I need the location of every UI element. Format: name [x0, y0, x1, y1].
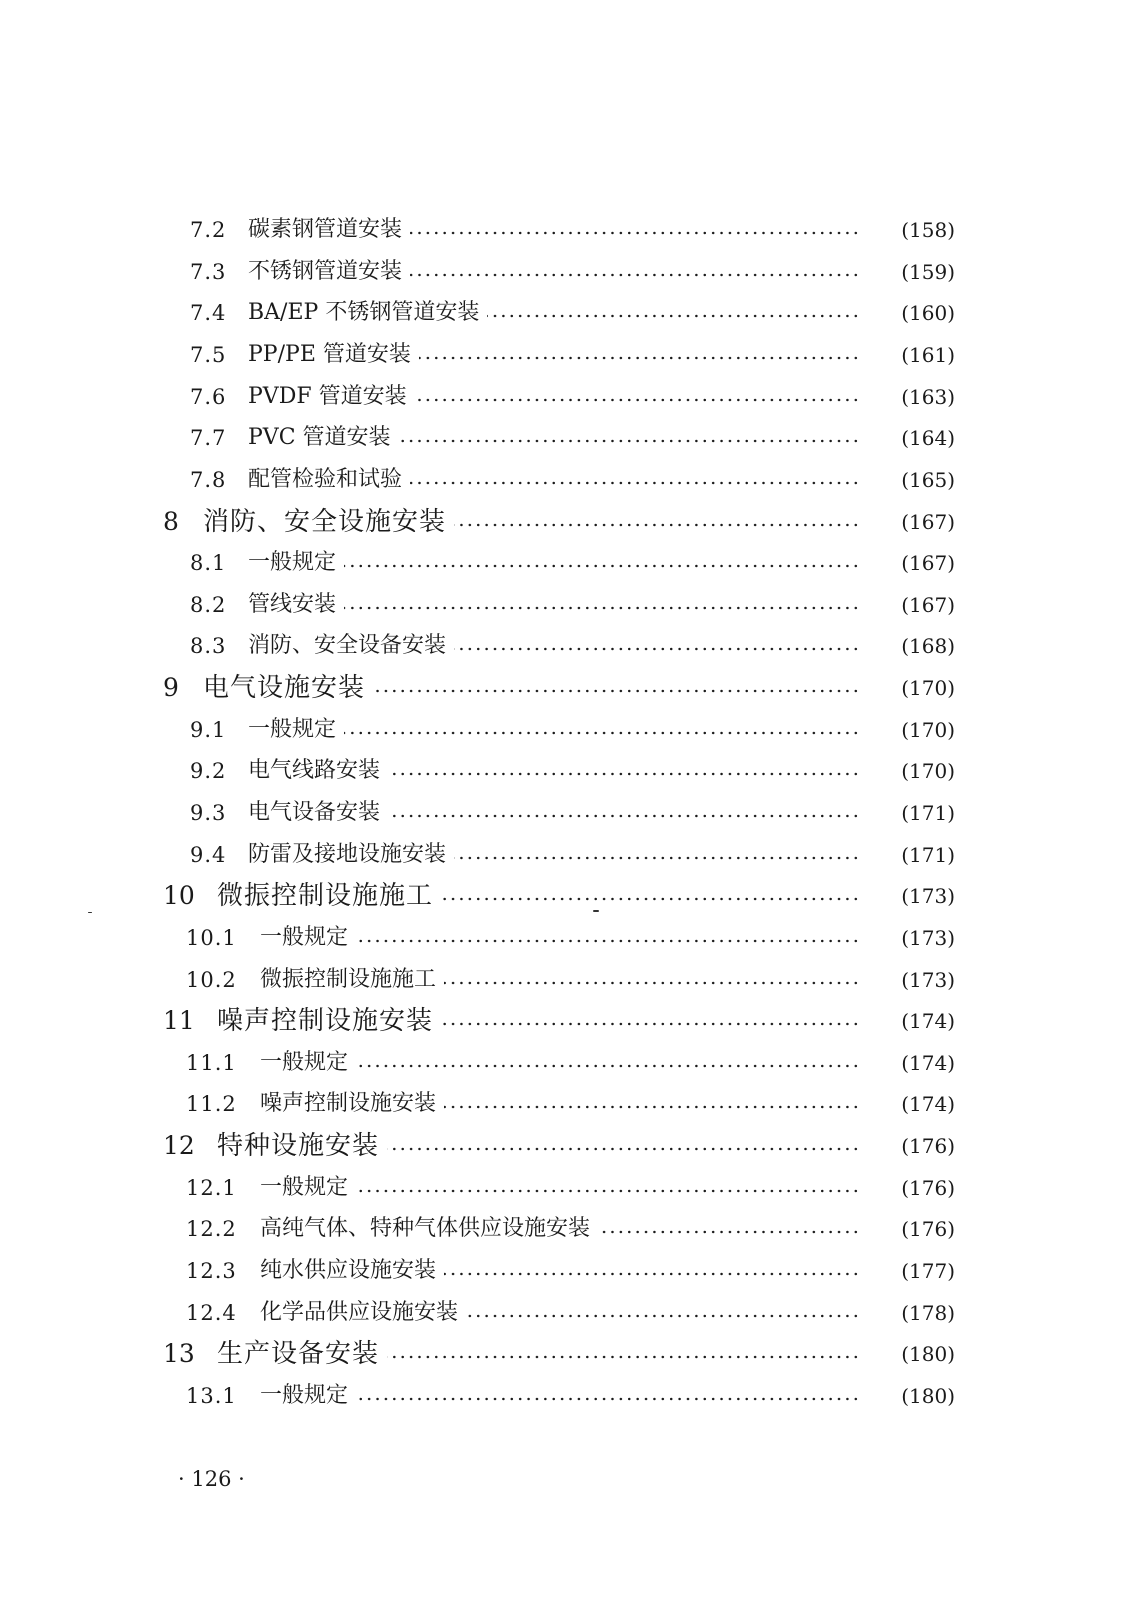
toc-entry-page: (176) — [901, 1175, 955, 1200]
toc-entry-page: (167) — [901, 509, 955, 534]
toc-entry-number: 7.4 — [190, 301, 227, 326]
toc-entry-title: 微振控制设施施工 — [260, 966, 437, 992]
toc-entry-number: 9.3 — [190, 801, 227, 825]
toc-entry-title: 化学品供应设施安装 — [260, 1299, 459, 1325]
dot-leader — [399, 420, 860, 456]
toc-entry-title: PVC 管道安装 — [248, 425, 391, 451]
toc-entry-title: 管线安装 — [248, 591, 337, 617]
dot-leader — [598, 1211, 860, 1247]
toc-entry-title: 电气设施安装 — [203, 673, 366, 703]
toc-entry — [0, 545, 1142, 581]
toc-entry-title: 不锈钢管道安装 — [248, 258, 403, 284]
dot-leader — [454, 628, 860, 664]
toc-entry-number: 8.1 — [190, 551, 227, 576]
toc-entry-number: 12.2 — [186, 1217, 237, 1242]
toc-entry-page: (173) — [901, 967, 955, 992]
toc-entry-page: (174) — [901, 1092, 955, 1117]
toc-entry-page: (170) — [901, 717, 955, 742]
toc-entry-number: 7.6 — [190, 384, 227, 409]
toc-entry-number: 7.8 — [190, 467, 227, 492]
toc-entry-number: 9.1 — [190, 717, 227, 742]
toc-entry — [0, 1003, 1142, 1039]
toc-entry-title: 碳素钢管道安装 — [248, 217, 403, 242]
dot-leader — [410, 212, 860, 248]
toc-entry-page: (173) — [901, 925, 955, 950]
toc-entry-title: 一般规定 — [260, 1049, 349, 1075]
page-number: · 126 · — [178, 1467, 245, 1491]
toc-entry-page: (176) — [901, 1134, 955, 1159]
toc-entry-title: 消防、安全设施安装 — [203, 506, 447, 537]
toc-entry — [0, 795, 1142, 831]
toc-entry-number: 11.2 — [186, 1092, 237, 1117]
toc-entry — [0, 420, 1142, 456]
toc-entry-page: (165) — [901, 467, 955, 492]
toc-entry-title: 一般规定 — [260, 924, 349, 950]
toc-entry-number: 9.4 — [190, 842, 227, 867]
toc-entry-number: 7.5 — [190, 342, 227, 367]
toc-entry-title: 电气设备安装 — [248, 800, 381, 825]
toc-entry-page: (173) — [901, 884, 955, 909]
toc-entry-title: 一般规定 — [260, 1382, 349, 1408]
toc-entry-page: (160) — [901, 301, 955, 326]
toc-entry-page: (178) — [901, 1300, 955, 1325]
scan-speck — [593, 910, 599, 912]
toc-entry-number: 7.3 — [190, 259, 227, 284]
toc-entry — [0, 379, 1142, 415]
toc-entry-page: (170) — [901, 759, 955, 784]
toc-entry-number: 8.2 — [190, 592, 227, 617]
toc-entry-page: (158) — [901, 218, 955, 242]
toc-entry-title: 高纯气体、特种气体供应设施安装 — [260, 1216, 591, 1242]
dot-leader — [344, 712, 860, 748]
toc-entry-page: (163) — [901, 384, 955, 409]
toc-entry-title: PP/PE 管道安装 — [248, 341, 411, 367]
toc-entry-title: 噪声控制设施安装 — [260, 1091, 437, 1117]
dot-leader — [454, 837, 860, 873]
toc-entry — [0, 920, 1142, 956]
toc-entry-number: 10.2 — [186, 967, 237, 992]
toc-entry-page: (159) — [901, 259, 955, 284]
dot-leader — [454, 504, 860, 540]
toc-entry-number: 7.2 — [190, 218, 227, 242]
dot-leader — [410, 254, 860, 290]
toc-entry-page: (167) — [901, 592, 955, 617]
toc-entry-title: 一般规定 — [260, 1174, 349, 1200]
toc-entry-page: (176) — [901, 1217, 955, 1242]
toc-entry — [0, 1170, 1142, 1206]
toc-entry-number: 13 — [163, 1339, 195, 1369]
dot-leader — [419, 337, 860, 373]
toc-entry — [0, 462, 1142, 498]
dot-leader — [441, 1003, 860, 1039]
toc-entry — [0, 1378, 1142, 1414]
toc-entry-page: (180) — [901, 1383, 955, 1408]
toc-entry — [0, 212, 1142, 248]
toc-entry-number: 8 — [163, 506, 179, 536]
toc-entry-title: 消防、安全设备安装 — [248, 633, 447, 659]
toc-entry-number: 12 — [163, 1131, 195, 1161]
toc-entry-page: (180) — [901, 1342, 955, 1367]
toc-entry-number: 11.1 — [186, 1050, 237, 1075]
toc-entry — [0, 712, 1142, 748]
dot-leader — [387, 1336, 860, 1372]
dot-leader — [373, 670, 860, 706]
toc-entry-number: 12.4 — [186, 1300, 237, 1325]
toc-entry — [0, 670, 1142, 706]
dot-leader — [388, 795, 860, 831]
toc-entry-title: 配管检验和试验 — [248, 466, 403, 492]
toc-entry-title: 电气线路安装 — [248, 758, 381, 784]
dot-leader — [415, 379, 860, 415]
dot-leader — [388, 753, 860, 789]
toc-entry — [0, 1045, 1142, 1081]
dot-leader — [387, 1128, 860, 1164]
toc-entry-title: PVDF 管道安装 — [248, 383, 407, 409]
scan-speck — [88, 912, 92, 913]
toc-entry — [0, 1086, 1142, 1122]
toc-entry — [0, 878, 1142, 914]
dot-leader — [444, 962, 860, 998]
dot-leader — [356, 920, 860, 956]
toc-entry-page: (174) — [901, 1009, 955, 1034]
toc-entry-title: 纯水供应设施安装 — [260, 1258, 437, 1283]
toc-entry — [0, 837, 1142, 873]
toc-entry-number: 8.3 — [190, 634, 227, 659]
toc-entry — [0, 962, 1142, 998]
toc-entry-number: 10.1 — [186, 925, 237, 950]
dot-leader — [356, 1045, 860, 1081]
dot-leader — [441, 878, 860, 914]
toc-entry-page: (167) — [901, 551, 955, 576]
toc-entry-title: 一般规定 — [248, 716, 337, 742]
dot-leader — [444, 1086, 860, 1122]
toc-entry-title: BA/EP 不锈钢管道安装 — [248, 300, 480, 326]
toc-entry — [0, 504, 1142, 540]
toc-entry-page: (171) — [901, 801, 955, 825]
toc-entry — [0, 1211, 1142, 1247]
toc-entry — [0, 1128, 1142, 1164]
toc-entry-title: 噪声控制设施安装 — [217, 1006, 434, 1037]
toc-entry — [0, 1253, 1142, 1289]
toc-entry-page: (168) — [901, 634, 955, 659]
dot-leader — [356, 1378, 860, 1414]
toc-entry-number: 7.7 — [190, 426, 227, 451]
dot-leader — [487, 295, 860, 331]
toc-entry — [0, 628, 1142, 664]
toc-entry-title: 防雷及接地设施安装 — [248, 841, 447, 867]
toc-entry-title: 生产设备安装 — [217, 1339, 380, 1370]
toc-entry — [0, 587, 1142, 623]
dot-leader — [444, 1253, 860, 1289]
toc-entry-number: 11 — [163, 1006, 195, 1036]
toc-entry-page: (177) — [901, 1259, 955, 1283]
toc-entry — [0, 753, 1142, 789]
toc-entry — [0, 1295, 1142, 1331]
toc-entry-title: 微振控制设施施工 — [217, 881, 434, 912]
toc-entry-title: 一般规定 — [248, 550, 337, 576]
toc-entry — [0, 295, 1142, 331]
toc-entry — [0, 254, 1142, 290]
toc-entry-page: (174) — [901, 1050, 955, 1075]
toc-entry-number: 12.1 — [186, 1175, 237, 1200]
toc-entry-number: 9.2 — [190, 759, 227, 784]
toc-entry-page: (164) — [901, 426, 955, 451]
dot-leader — [410, 462, 860, 498]
toc-entry-number: 10 — [163, 881, 195, 911]
toc-entry-number: 12.3 — [186, 1259, 237, 1283]
toc-entry-page: (161) — [901, 342, 955, 367]
toc-entry-number: 13.1 — [186, 1383, 237, 1408]
toc-entry — [0, 337, 1142, 373]
toc-entry-page: (171) — [901, 842, 955, 867]
dot-leader — [344, 545, 860, 581]
toc-entry-number: 9 — [163, 673, 179, 702]
dot-leader — [466, 1295, 860, 1331]
dot-leader — [356, 1170, 860, 1206]
dot-leader — [344, 587, 860, 623]
toc-entry — [0, 1336, 1142, 1372]
toc-entry-page: (170) — [901, 676, 955, 700]
toc-entry-title: 特种设施安装 — [217, 1131, 380, 1162]
